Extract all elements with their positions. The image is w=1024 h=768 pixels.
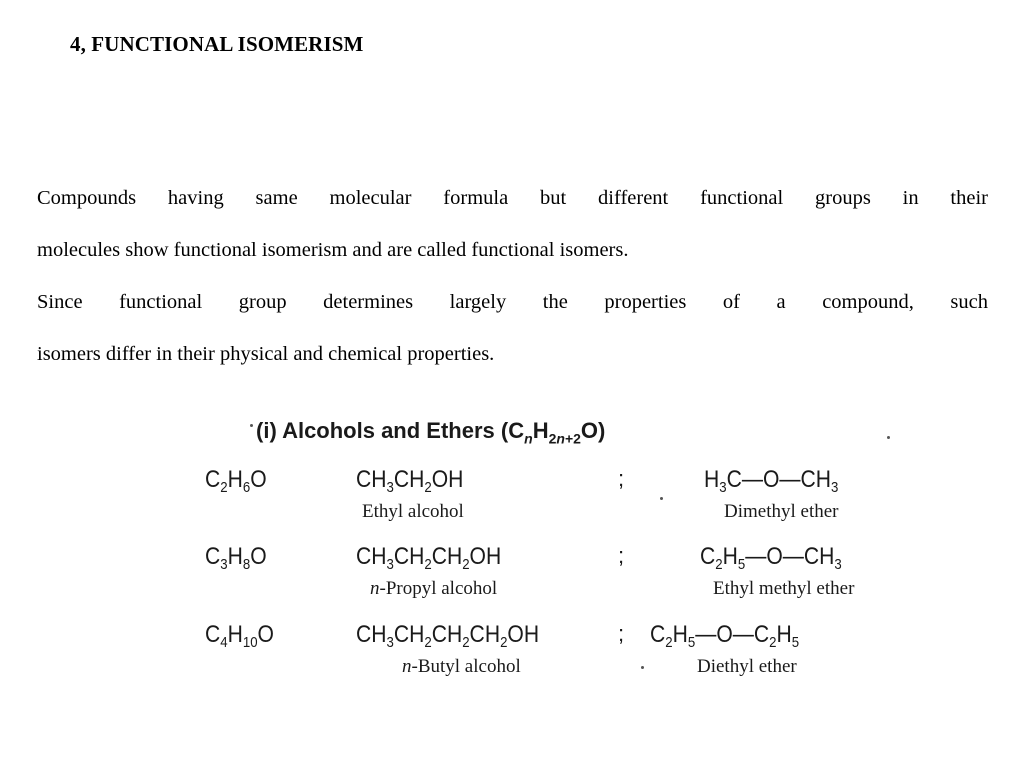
alcohol-name: Ethyl alcohol xyxy=(362,501,464,522)
ether-name: Diethyl ether xyxy=(697,656,797,677)
alcohol-name: n-Propyl alcohol xyxy=(370,578,498,599)
molecular-formula: $C_2H_6O$ xyxy=(205,466,267,496)
paragraph-1-line-1: Compounds having same molecular formula but different functional groups in their xyxy=(37,187,988,209)
alcohol-formula: $CH_3CH_2CH_2CH_2OH$ xyxy=(356,621,540,651)
table-row xyxy=(0,543,1024,613)
ether-formula: $C_2H_5—O—C_2H_5$ xyxy=(650,621,800,651)
table-row xyxy=(0,621,1024,691)
molecular-formula: $C_3H_8O$ xyxy=(205,543,267,573)
molecular-formula: $C_4H_{10}O$ xyxy=(205,621,274,651)
row-separator: ; xyxy=(618,621,625,646)
slide-title: 4, FUNCTIONAL ISOMERISM xyxy=(70,32,364,56)
alcohol-formula: $CH_3CH_2OH$ xyxy=(356,466,464,496)
ether-name: Ethyl methyl ether xyxy=(713,578,855,599)
ether-formula: $C_2H_5—O—CH_3$ xyxy=(700,543,842,573)
row-separator: ; xyxy=(618,466,625,491)
scan-speck xyxy=(660,497,663,500)
ether-formula: $H_3C—O—CH_3$ xyxy=(704,466,839,496)
row-separator: ; xyxy=(618,543,625,568)
heading-label: (i) xyxy=(256,418,277,443)
scan-speck xyxy=(250,424,253,427)
alcohol-name: n-Butyl alcohol xyxy=(402,656,521,677)
isomer-table-heading xyxy=(256,418,605,446)
ether-name: Dimethyl ether xyxy=(724,501,839,522)
paragraph-2-line-2: isomers differ in their physical and chemical properties. xyxy=(37,343,495,365)
body-text xyxy=(37,172,988,380)
heading-text: Alcohols and Ethers xyxy=(282,418,495,443)
scan-speck xyxy=(641,666,644,669)
table-row xyxy=(0,466,1024,536)
alcohol-formula: $CH_3CH_2CH_2OH$ xyxy=(356,543,502,573)
heading-formula: $(C_nH_{2n+2}O)$ xyxy=(500,418,606,447)
scan-speck xyxy=(887,436,890,439)
paragraph-2-line-1: Since functional group determines largely the properties of a compound, such xyxy=(37,291,988,313)
paragraph-1-line-2: molecules show functional isomerism and are called functional isomers. xyxy=(37,239,629,261)
